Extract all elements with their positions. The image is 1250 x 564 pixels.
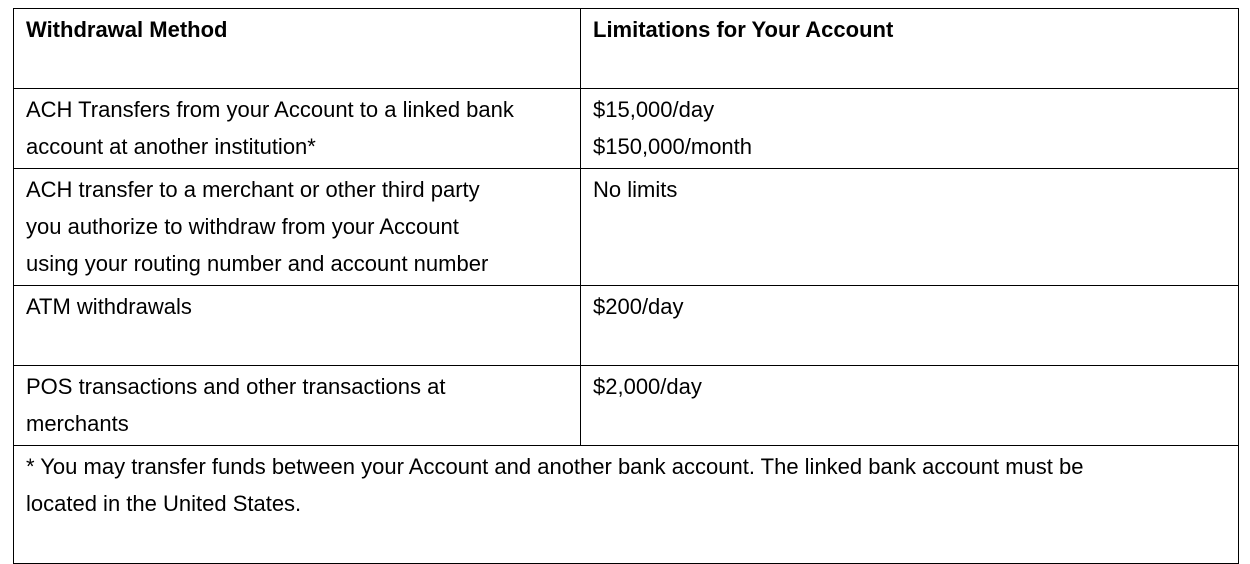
footnote-cell: [14, 446, 1239, 564]
table-row: [14, 366, 1239, 446]
method-text: merchants: [26, 411, 129, 436]
header-withdrawal-method: Withdrawal Method: [14, 9, 581, 89]
withdrawal-limits-table: [13, 8, 1239, 564]
method-text: ACH transfer to a merchant or other third party: [26, 177, 480, 202]
footnote-text: * You may transfer funds between your Account and another bank account. The linked bank account must be: [26, 454, 1084, 479]
limit-text: $15,000/day: [593, 97, 715, 122]
footnote-row: [14, 446, 1239, 564]
method-cell: [14, 286, 581, 366]
method-text: you authorize to withdraw from your Account: [26, 214, 459, 239]
table-row: [14, 89, 1239, 169]
limit-cell: [581, 366, 1239, 446]
limit-text: $150,000/month: [593, 134, 753, 159]
table-row: [14, 286, 1239, 366]
table-header-row: [14, 9, 1239, 89]
header-limitations: Limitations for Your Account: [581, 9, 1239, 89]
method-text: POS transactions and other transactions at: [26, 374, 446, 399]
limit-text: $200/day: [593, 294, 684, 319]
limit-cell: [581, 286, 1239, 366]
method-text: ATM withdrawals: [26, 294, 192, 319]
method-cell: [14, 89, 581, 169]
method-text: using your routing number and account number: [26, 251, 489, 276]
footnote-text: located in the United States.: [26, 491, 302, 516]
limit-cell: [581, 89, 1239, 169]
table-row: [14, 169, 1239, 286]
method-cell: [14, 366, 581, 446]
limit-text: No limits: [593, 177, 678, 202]
method-text: ACH Transfers from your Account to a linked bank: [26, 97, 514, 122]
limit-cell: [581, 169, 1239, 286]
limit-text: $2,000/day: [593, 374, 702, 399]
method-cell: [14, 169, 581, 286]
method-text: account at another institution*: [26, 134, 316, 159]
